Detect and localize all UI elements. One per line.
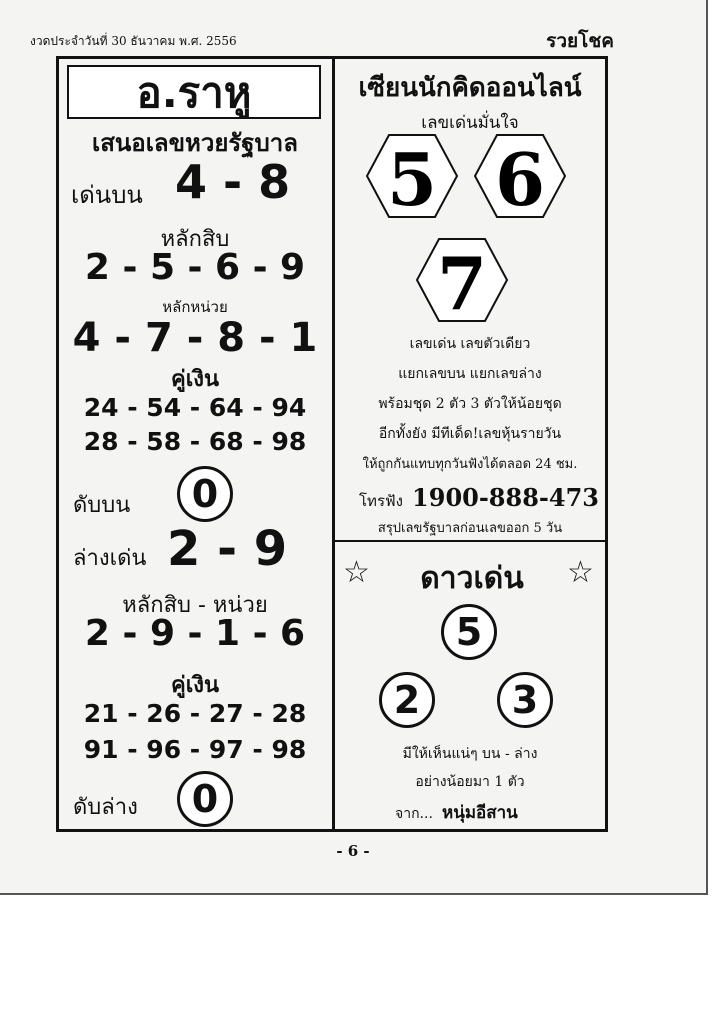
pairs-label-1: คู่เงิน <box>170 367 220 392</box>
page-number: - 6 - <box>336 842 370 860</box>
hex-digit-1: 5 <box>386 137 438 219</box>
phone-label: โทรฟัง <box>359 492 403 510</box>
star-digit-2: 2 <box>393 678 421 722</box>
star-digit-1: 5 <box>455 610 483 654</box>
phone-row <box>359 483 599 513</box>
issue-date: งวดประจำวันที่ 30 ธันวาคม พ.ศ. 2556 <box>30 34 237 48</box>
dub-top-circle <box>177 466 233 522</box>
promo-line-5: ให้ถูกกันแทบทุกวันฟังได้ตลอด 24 ชม. <box>362 457 578 472</box>
phone-number: 1900-888-473 <box>412 483 599 512</box>
dub-top-digit: 0 <box>191 472 219 516</box>
closing-from: จาก... <box>395 806 433 822</box>
hex-frame-1 <box>365 133 459 219</box>
closing-line-3 <box>395 799 518 826</box>
pairs-row-3: 21 - 26 - 27 - 28 <box>83 699 307 728</box>
top-label: เด่นบน <box>71 181 143 209</box>
left-title: อ.ราหู <box>136 68 252 117</box>
content-frame <box>56 56 608 832</box>
top-digits: 4 - 8 <box>175 155 291 209</box>
publication-name: รวยโชค <box>546 30 614 52</box>
units-digits: 4 - 7 - 8 - 1 <box>72 315 318 361</box>
star-title: ดาวเด่น <box>420 561 524 596</box>
header-bar <box>30 30 614 52</box>
star-circle-1 <box>441 604 497 660</box>
bottom-label: ล่างเด่น <box>73 546 147 571</box>
closing-line-1: มีให้เห็นแน่ๆ บน - ล่าง <box>402 746 538 762</box>
section-divider <box>335 540 605 542</box>
units-label: หลักหน่วย <box>162 298 228 316</box>
left-subtitle: เสนอเลขหวยรัฐบาล <box>92 129 298 157</box>
bottom-digits: 2 - 9 <box>167 521 288 577</box>
hex-digit-2: 6 <box>494 137 546 219</box>
star-circle-3 <box>497 672 553 728</box>
star-digit-3: 3 <box>511 678 539 722</box>
promo-line-4: อีกทั้งยัง มีทีเด็ด!เลขหุ้นรายวัน <box>378 426 562 442</box>
dub-bottom-label: ดับล่าง <box>73 795 138 820</box>
pairs-label-2: คู่เงิน <box>170 673 220 698</box>
promo-line-1: เลขเด่น เลขตัวเดียว <box>409 336 531 352</box>
left-title-box <box>67 65 321 119</box>
star-circle-2 <box>379 672 435 728</box>
tens-label: หลักสิบ <box>160 227 230 252</box>
star-title-row <box>341 555 603 595</box>
hex-digit-3: 7 <box>436 241 488 323</box>
promo-line-3: พร้อมชุด 2 ตัว 3 ตัวให้น้อยชุด <box>378 396 562 412</box>
dub-bottom-circle <box>177 771 233 827</box>
pairs-row-2: 28 - 58 - 68 - 98 <box>83 427 307 456</box>
star-icon-left: ☆ <box>343 555 370 590</box>
summary-text: สรุปเลขรัฐบาลก่อนเลขออก 5 วัน <box>377 521 563 536</box>
pairs-row-1: 24 - 54 - 64 - 94 <box>83 393 307 422</box>
tens-units-label: หลักสิบ - หน่วย <box>122 593 268 618</box>
star-icon-right: ☆ <box>567 555 594 590</box>
promo-line-2: แยกเลขบน แยกเลขล่าง <box>398 366 542 382</box>
dub-top-label: ดับบน <box>73 493 131 518</box>
hex-frame-2 <box>473 133 567 219</box>
right-title: เซียนนักคิดออนไลน์ <box>358 73 582 103</box>
hex-frame-3 <box>415 237 509 323</box>
author-name: หนุ่มอีสาน <box>442 803 518 823</box>
dub-bottom-digit: 0 <box>191 777 219 821</box>
tens-units-digits: 2 - 9 - 1 - 6 <box>84 613 306 654</box>
tens-digits: 2 - 5 - 6 - 9 <box>84 247 306 288</box>
closing-line-2: อย่างน้อยมา 1 ตัว <box>415 774 525 790</box>
pairs-row-4: 91 - 96 - 97 - 98 <box>83 735 307 764</box>
confident-label: เลขเด่นมั่นใจ <box>421 113 519 133</box>
